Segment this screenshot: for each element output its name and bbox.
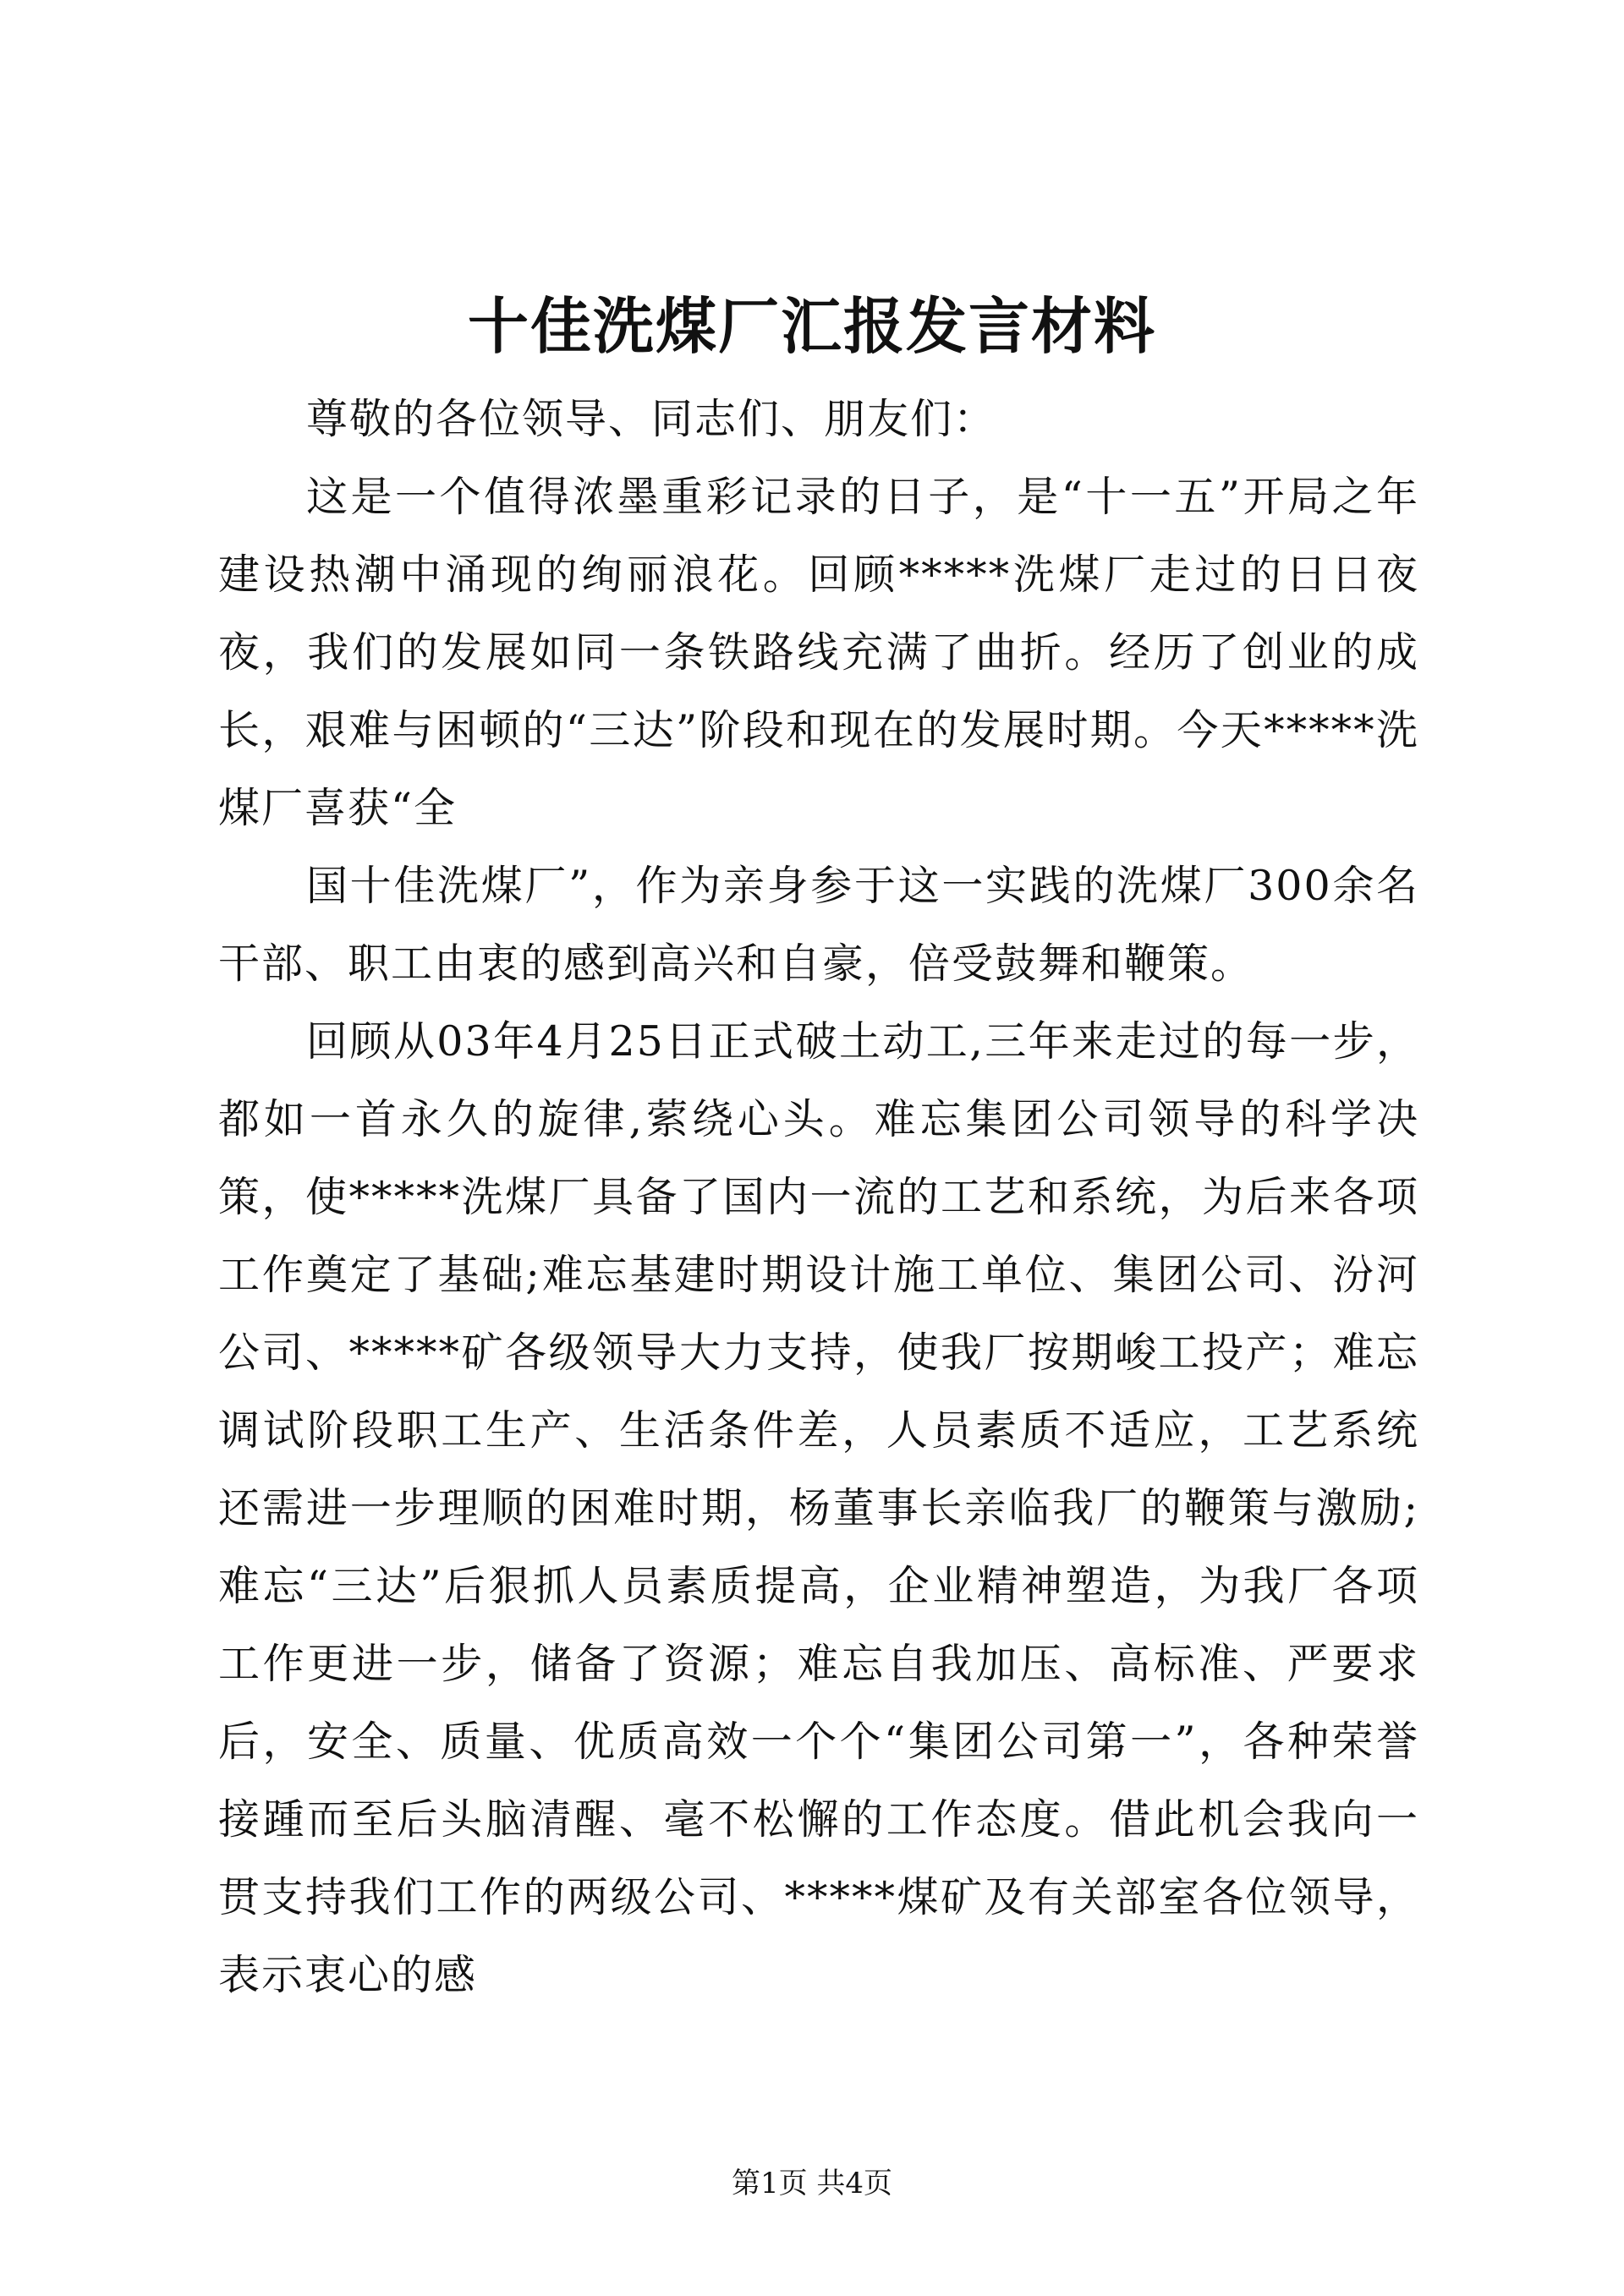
paragraph-salutation: 尊敬的各位领导、同志们、朋友们： [306, 395, 997, 443]
paragraph-3: 回顾从03年4月25日正式破土动工,三年来走过的每一步，都如一首永久的旋律,萦绕心头。难忘集团公司领导的科学决策，使*****洗煤厂具备了国内一流的工艺和系统，为后来各项工作奠定了基础;难忘基建时期设计施工单位、集团公司、汾河公司、*****矿各级领导大力支持，使我厂按期峻工投产；难忘调试阶段职工生产、生活条件差，人员素质不适应，工艺系统还需进一步理顺的困难时期，杨董事长亲临我厂的鞭策与激励;难忘“三达”后狠抓人员素质提高，企业精神塑造，为我厂各项工作更进一步，储备了资源；难忘自我加压、高标准、严要求后，安全、质量、优质高效一个个“集团公司第一”，各种荣誉接踵而至后头脑清醒、毫不松懈的工作态度。借此机会我向一贯支持我们工作的两级公司、*****煤矿及有关部室各位领导，表示衷心的感 [218, 1017, 1419, 1999]
document-title: 十佳洗煤厂汇报发言材料 [467, 290, 1156, 362]
paragraph-1: 这是一个值得浓墨重彩记录的日子，是“十一五”开局之年建设热潮中涌现的绚丽浪花。回顾*****洗煤厂走过的日日夜夜，我们的发展如同一条铁路线充满了曲折。经历了创业的成长，艰难与困顿的“三达”阶段和现在的发展时期。今天*****洗煤厂喜获“全 [218, 473, 1419, 832]
page-number-footer: 第1页 共4页 [731, 2167, 893, 2200]
paragraph-2: 国十佳洗煤厂”，作为亲身参于这一实践的洗煤厂300余名干部、职工由衷的感到高兴和自豪，倍受鼓舞和鞭策。 [218, 862, 1419, 988]
document-body [218, 381, 1419, 2014]
